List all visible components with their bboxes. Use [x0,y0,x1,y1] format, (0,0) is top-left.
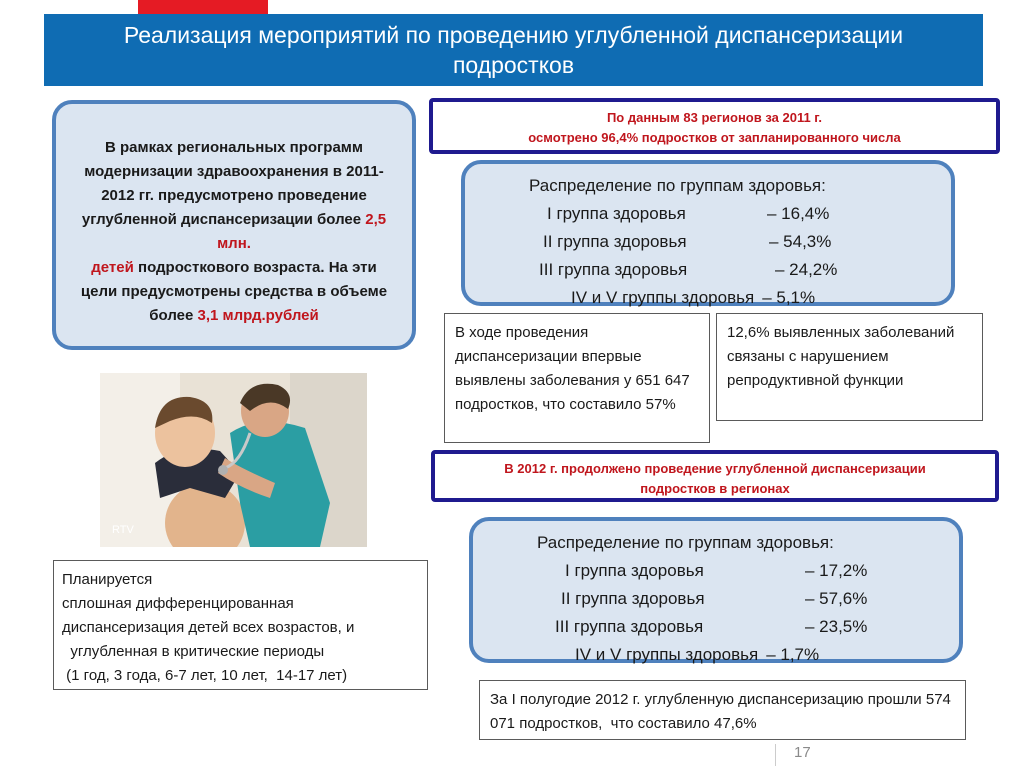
group-value: – 24,2% [775,260,838,279]
reproductive-note: 12,6% выявленных заболеваний связаны с нарушением репродуктивной функции [716,313,983,421]
footer-divider [775,744,776,766]
distribution-2012 [469,517,963,663]
group-value: – 57,6% [805,589,868,608]
distribution-row [529,228,951,256]
header-accent-bar [138,0,268,14]
distribution-row [537,557,959,585]
group-value: – 16,4% [767,204,830,223]
intro-text-2: подросткового возраста. На эти цели предусмотрены средства в объеме более [80,259,388,324]
group-label: III группа здоровья [555,617,704,636]
distribution-title: Распределение по группам здоровья: [529,176,826,195]
distribution-row [537,585,959,613]
group-value: – 23,5% [805,617,868,636]
distribution-title: Распределение по группам здоровья: [537,533,834,552]
group-label: II группа здоровья [561,589,705,608]
distribution-row [529,284,951,312]
intro-text: В рамках региональных программ модернизации здравоохранения в 2011-2012 гг. предусмотрено проведение углубленной диспансеризации более [81,139,384,228]
group-label: I группа здоровья [547,204,686,223]
group-label: II группа здоровья [543,232,687,251]
plan-note [53,560,428,690]
plan-line: (1 год, 3 года, 6-7 лет, 10 лет, 14-17 лет) [62,667,348,684]
summary-2012-box [431,450,999,502]
distribution-row [537,641,959,669]
intro-highlight-count: 2,5 млн. [217,211,387,252]
distribution-row [537,613,959,641]
summary-2012-line1: В 2012 г. продолжено проведение углубленной диспансеризации [504,461,926,476]
distribution-row [529,256,951,284]
summary-2012-line2: подростков в регионах [640,481,790,496]
group-value: – 1,7% [766,645,820,664]
page-title: Реализация мероприятий по проведению углубленной диспансеризации подростков [44,14,983,86]
intro-callout [52,100,416,350]
group-label: I группа здоровья [565,561,704,580]
intro-highlight-funds: 3,1 млрд.рублей [197,307,319,324]
group-value: – 5,1% [762,288,816,307]
plan-line: сплошная дифференцированная [62,595,294,612]
distribution-row [529,200,951,228]
group-label: IV и V группы здоровья [571,288,755,307]
photo-channel-logo: RTV [112,524,134,536]
plan-line: Планируется [62,571,153,588]
first-detected-note: В ходе проведения диспансеризации впервые выявлены заболевания у 651 647 подростков, что составило 57% [444,313,710,443]
summary-2011-line1: По данным 83 регионов за 2011 г. [606,110,823,125]
page-number: 17 [794,744,811,761]
summary-2011-line2: осмотрено 96,4% подростков от запланированного числа [528,130,901,145]
summary-2011-box [429,98,1000,154]
group-label: IV и V группы здоровья [575,645,759,664]
distribution-2011 [461,160,955,306]
intro-highlight-children: детей [91,259,134,276]
plan-line: диспансеризация детей всех возрастов, и [62,619,355,636]
group-label: III группа здоровья [539,260,688,279]
group-value: – 54,3% [769,232,832,251]
half-year-2012-note: За I полугодие 2012 г. углубленную диспансеризацию прошли 574 071 подростков, что составило 47,6% [479,680,966,740]
doctor-examination-photo [100,373,367,547]
plan-line: углубленная в критические периоды [62,643,325,660]
group-value: – 17,2% [805,561,868,580]
